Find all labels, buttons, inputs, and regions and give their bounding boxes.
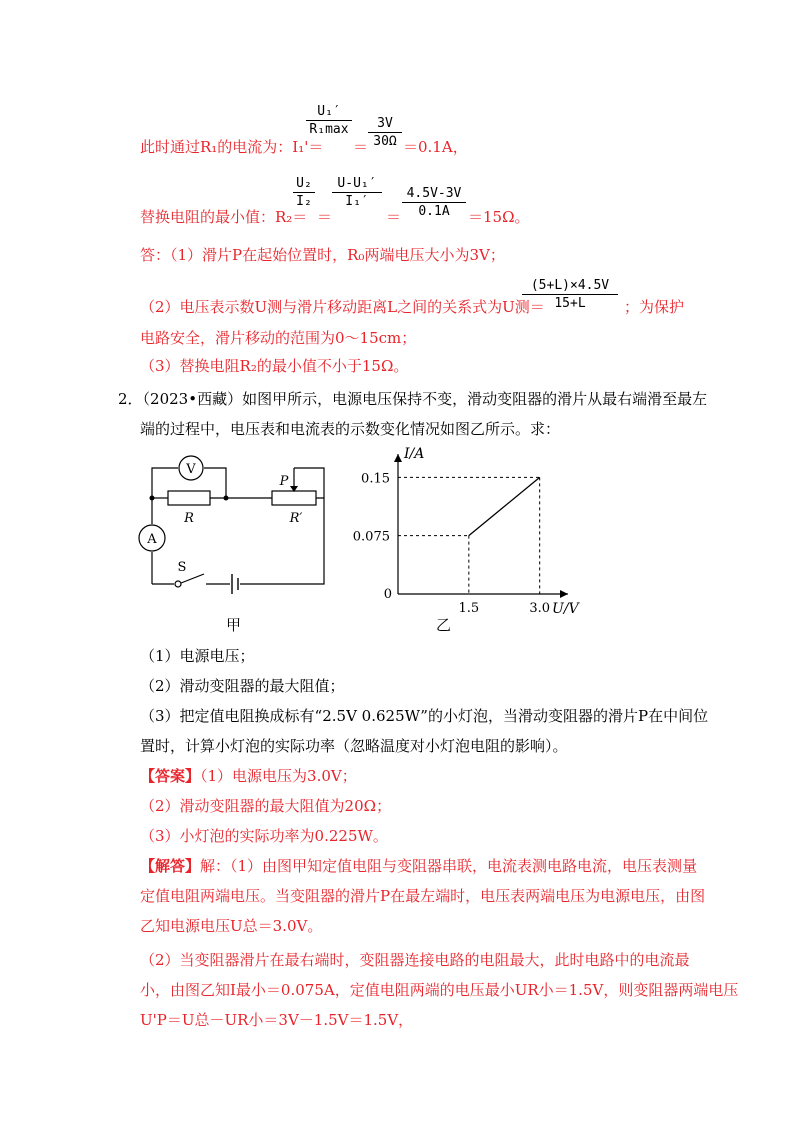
fraction-denominator: 15+L: [554, 296, 586, 311]
current-r1-prefix: 此时通过R₁的电流为：I₁'＝: [140, 138, 324, 156]
fraction-numerator: U-U₁′: [337, 176, 377, 191]
x-axis-arrow-icon: [560, 590, 568, 598]
solution-line-4: （2）当变阻器滑片在最右端时，变阻器连接电路的电阻最大，此时电路中的电流最: [140, 951, 690, 969]
solution-line-2: 定值电阻两端电压。当变阻器的滑片P在最左端时，电压表两端电压为电源电压，由图: [140, 887, 706, 905]
fixed-resistor: [168, 491, 210, 505]
y-axis-arrow-icon: [394, 454, 402, 462]
fraction-u-minus-u1: [332, 176, 382, 209]
answer-1-text: （1）电源电压为3.0V；: [200, 767, 357, 785]
switch-contact: [175, 581, 181, 587]
voltmeter: [179, 456, 203, 480]
fraction-numerator: U₂: [296, 176, 312, 191]
fraction-denominator: I₂: [296, 194, 312, 209]
solution-line-6: U'P＝U总－UR小＝3V－1.5V＝1.5V，: [140, 1011, 414, 1029]
resistor-label: R: [184, 511, 194, 526]
question-2-line-1: 2．（2023•西藏）如图甲所示，电源电压保持不变，滑动变阻器的滑片从最右端滑至最左: [118, 390, 708, 408]
slider-label: P: [279, 474, 289, 489]
eq-sign: ＝: [317, 208, 333, 226]
eq-sign: ＝: [386, 208, 402, 226]
fraction-denominator: R₁max: [309, 122, 349, 137]
iu-chart: [350, 440, 590, 620]
min-r2-result: ＝15Ω。: [468, 208, 530, 226]
junction-node: [224, 496, 229, 501]
fraction-u1-r1max: [306, 104, 352, 137]
y-axis-label: I/A: [404, 446, 425, 462]
answer-2: （2）电压表示数U测与滑片移动距离L之间的关系式为U测＝: [140, 298, 545, 316]
answer-block-line-2: （2）滑动变阻器的最大阻值为20Ω；: [140, 797, 392, 815]
sub-question-3: （3）把定值电阻换成标有“2.5V 0.625W”的小灯泡，当滑动变阻器的滑片P在中间位: [140, 707, 709, 725]
chart-caption: 乙: [436, 616, 452, 634]
solution-1-text: 解：（1）由图甲知定值电阻与变阻器串联，电流表测电路电流，电压表测量: [200, 857, 698, 875]
fraction-numerator: (5+L)×4.5V: [530, 278, 610, 293]
fraction-denominator: I₁′: [345, 194, 369, 209]
junction-node: [150, 496, 155, 501]
solution-line-5: 小，由图乙知I最小＝0.075A，定值电阻两端的电压最小UR小＝1.5V，则变阻器两端电压: [140, 981, 739, 999]
circuit-caption: 甲: [226, 616, 242, 634]
solution-tag: 【解答】: [140, 857, 201, 875]
sub-question-2: （2）滑动变阻器的最大阻值；: [140, 677, 345, 695]
x-tick-label: 3.0: [529, 601, 551, 616]
fraction-voltage-expression: [522, 278, 618, 311]
switch-label: S: [177, 560, 187, 575]
answer-block-line-3: （3）小灯泡的实际功率为0.225W。: [140, 827, 388, 845]
x-axis-label: U/V: [552, 601, 579, 617]
sub-question-3-continued: 置时，计算小灯泡的实际功率（忽略温度对小灯泡电阻的影响）。: [140, 737, 568, 755]
answer-2-continued: 电路安全，滑片移动的范围为0～15cm；: [140, 329, 417, 347]
answer-3: （3）替换电阻R₂的最小值不小于15Ω。: [140, 357, 409, 375]
fraction-u2-i2: [293, 176, 315, 209]
solution-line-3: 乙知电源电压U总＝3.0V。: [140, 917, 323, 935]
fraction-denominator: 0.1A: [418, 204, 450, 219]
min-r2-line: [140, 207, 307, 227]
answer-1: 答：（1）滑片P在起始位置时，R₀两端电压大小为3V；: [140, 246, 505, 264]
fraction-voltage-diff: [402, 186, 466, 219]
y-tick-label: 0.075: [352, 529, 390, 545]
min-r2-prefix: 替换电阻的最小值：R₂＝: [140, 208, 308, 226]
origin-label: 0: [383, 587, 392, 602]
fraction-3v-30ohm: [368, 116, 402, 149]
question-2-line-2: 端的过程中，电压表和电流表的示数变化情况如图乙所示。求：: [140, 420, 561, 438]
solution-line-1: [140, 856, 697, 876]
current-r1-result: ＝0.1A，: [403, 138, 468, 156]
circuit-diagram: [130, 448, 340, 598]
y-tick-label: 0.15: [361, 471, 390, 487]
answer-block-line-1: [140, 766, 357, 786]
eq-sign: ＝: [353, 138, 369, 156]
fraction-numerator: 4.5V-3V: [406, 186, 462, 201]
rheostat: [272, 491, 316, 505]
series-line: [469, 477, 540, 535]
sub-question-1: （1）电源电压；: [140, 647, 255, 665]
battery: [232, 574, 238, 594]
rheostat-label: R′: [289, 511, 303, 526]
x-tick-label: 1.5: [458, 601, 480, 616]
ammeter-label: A: [147, 532, 157, 547]
current-r1-line: [140, 137, 323, 157]
fraction-denominator: 30Ω: [373, 134, 397, 149]
ammeter: [139, 525, 165, 551]
answer-2-tail: ；为保护: [624, 298, 685, 316]
fraction-numerator: U₁′: [317, 104, 341, 119]
fraction-numerator: 3V: [377, 116, 393, 131]
voltmeter-label: V: [186, 462, 196, 477]
answer-tag: 【答案】: [140, 767, 201, 785]
